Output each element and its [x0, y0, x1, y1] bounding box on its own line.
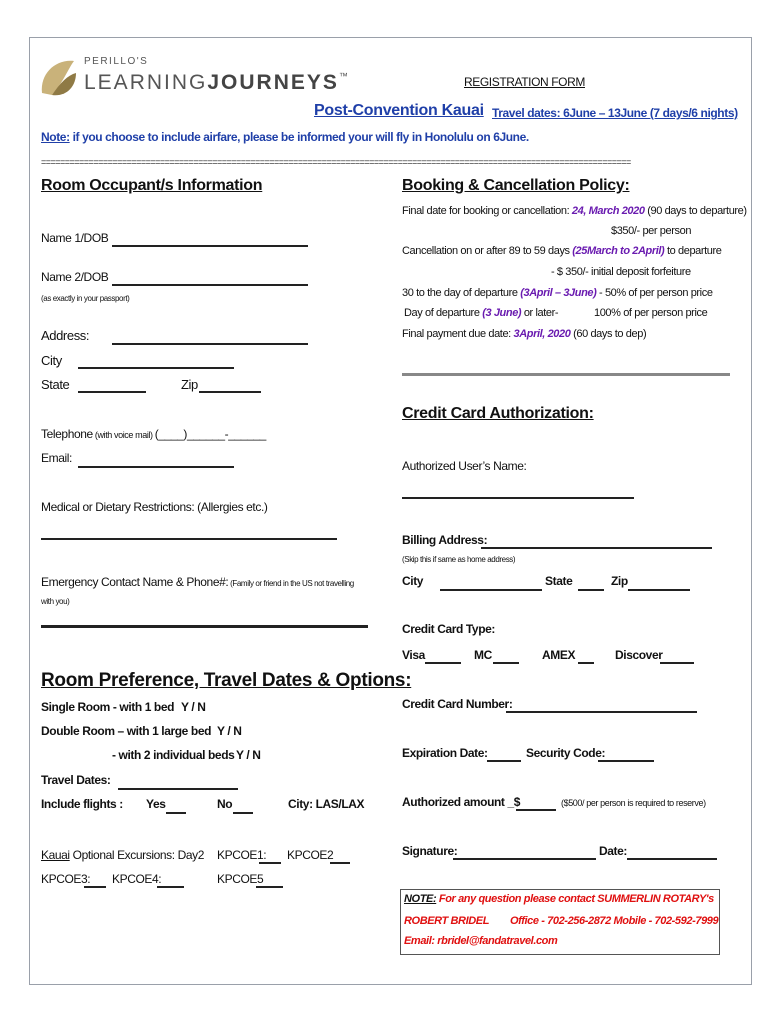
billing-field[interactable]: [481, 547, 712, 549]
logo-mark-icon: [38, 55, 78, 99]
travel-dates-field[interactable]: [118, 788, 238, 790]
kpcoe3-field[interactable]: [84, 886, 106, 888]
address-label: Address:: [41, 328, 90, 343]
travel-dates: Travel dates: 6June – 13June (7 days/6 nights): [492, 106, 738, 120]
auth-amount-field[interactable]: [516, 809, 556, 811]
signature-label: Signature:: [402, 844, 458, 858]
kpcoe3-label: KPCOE3:: [41, 872, 91, 886]
single-room-label: Single Room - with 1 bed: [41, 700, 175, 714]
telephone-note: (with voice mail): [92, 430, 155, 440]
mc-label: MC: [474, 648, 492, 662]
note-label: Note:: [41, 130, 70, 144]
emergency-label: Emergency Contact Name & Phone#:: [41, 575, 229, 589]
thirty-day-policy: [402, 287, 713, 299]
auth-user-label: Authorized User’s Name:: [402, 459, 527, 473]
deposit-forfeiture: - $ 350/- initial deposit forfeiture: [551, 266, 691, 278]
flights-yes-field[interactable]: [166, 812, 186, 814]
date-label: Date:: [599, 844, 628, 858]
single-room-yn[interactable]: Y / N: [181, 700, 206, 714]
final-booking-date: [402, 205, 747, 217]
logo-main-a: LEARNING: [84, 71, 208, 94]
telephone-field[interactable]: (____)______-______: [154, 427, 266, 441]
flights-no-label: No: [217, 797, 233, 811]
dayof-price: 100% of per person price: [594, 307, 708, 319]
contact-name: ROBERT BRIDEL: [404, 915, 490, 927]
name2-field[interactable]: [112, 284, 308, 286]
telephone-label: Telephone: [41, 427, 93, 441]
contact-phones: Office - 702-256-2872 Mobile - 702-592-7999: [510, 915, 719, 927]
mc-field[interactable]: [493, 662, 519, 664]
skip-note: (Skip this if same as home address): [402, 555, 516, 564]
final-date-value: 24, March 2020: [571, 205, 645, 217]
state-label: State: [41, 377, 70, 392]
discover-field[interactable]: [660, 662, 694, 664]
final-pay-value: 3April, 2020: [513, 328, 571, 340]
city-options[interactable]: City: LAS/LAX: [288, 797, 365, 811]
medical-field[interactable]: [41, 538, 337, 540]
passport-note: (as exactly in your passport): [41, 294, 130, 303]
name1-field[interactable]: [112, 245, 308, 247]
auth-amount-note: ($500/ per person is required to reserve): [561, 798, 706, 808]
cc-heading: Credit Card Authorization:: [402, 405, 594, 422]
expiration-field[interactable]: [487, 760, 521, 762]
logo-tm: ™: [338, 71, 350, 81]
cc-city-label: City: [402, 574, 424, 588]
policy-divider: [402, 373, 730, 376]
thirty-price: - 50% of per person price: [596, 287, 713, 299]
emergency-note-2: with you): [41, 597, 70, 606]
kpcoe5-field[interactable]: [256, 886, 283, 888]
excursions-label: Optional Excursions: Day2: [69, 848, 205, 862]
cc-state-label: State: [545, 574, 573, 588]
final-date-note: (90 days to departure): [644, 205, 747, 217]
excursions-kauai: Kauai: [41, 848, 70, 862]
kpcoe1-label: KPCOE1:: [217, 848, 267, 862]
include-flights-label: Include flights :: [41, 797, 123, 811]
auth-user-field[interactable]: [402, 497, 634, 499]
dayof-text: Day of departure: [404, 307, 483, 319]
two-beds-yn[interactable]: Y / N: [236, 748, 261, 762]
city-label: City: [41, 353, 62, 368]
name2-label: Name 2/DOB: [41, 270, 109, 284]
event-title: Post-Convention Kauai: [314, 102, 484, 119]
address-field[interactable]: [112, 343, 308, 345]
email-label: Email:: [41, 451, 72, 465]
cc-type-label: Credit Card Type:: [402, 622, 495, 636]
logo-main-b: JOURNEYS: [207, 71, 339, 94]
double-room-label: Double Room – with 1 large bed: [41, 724, 212, 738]
final-date-text: Final date for booking or cancellation:: [402, 205, 572, 217]
policy-heading: Booking & Cancellation Policy:: [402, 177, 630, 194]
zip-label: Zip: [181, 377, 198, 392]
emergency-field[interactable]: [41, 625, 368, 628]
logo-small-text: PERILLO'S: [84, 56, 149, 67]
cancel-suffix: to departure: [664, 245, 722, 257]
cancellation-window: [402, 245, 722, 257]
final-pay-text: Final payment due date:: [402, 328, 514, 340]
per-person-price: $350/- per person: [611, 225, 692, 237]
cc-state-field[interactable]: [578, 589, 604, 591]
email-field[interactable]: [78, 466, 234, 468]
dayof-later: or later-: [521, 307, 559, 319]
cc-zip-field[interactable]: [628, 589, 690, 591]
cc-zip-label: Zip: [611, 574, 628, 588]
contact-email[interactable]: Email: rbridel@fandatravel.com: [404, 935, 558, 947]
discover-label: Discover: [615, 648, 663, 662]
zip-field[interactable]: [199, 391, 261, 393]
final-pay-note: (60 days to dep): [570, 328, 647, 340]
billing-label: Billing Address:: [402, 533, 488, 547]
contact-note-label: NOTE:: [404, 893, 437, 905]
flights-yes-label: Yes: [146, 797, 166, 811]
cc-number-field[interactable]: [506, 711, 697, 713]
auth-amount-label: Authorized amount _$: [402, 795, 521, 809]
expiration-label: Expiration Date:: [402, 746, 488, 760]
room-heading: Room Preference, Travel Dates & Options:: [41, 670, 412, 691]
separator-line: ============================================================================================================================: [41, 157, 631, 167]
final-payment-date: [402, 328, 646, 340]
kpcoe4-label: KPCOE4:: [112, 872, 162, 886]
airfare-note: [41, 130, 529, 144]
amex-label: AMEX: [542, 648, 576, 662]
two-beds-label: - with 2 individual beds: [112, 748, 235, 762]
occupant-heading: Room Occupant/s Information: [41, 177, 263, 194]
double-room-yn[interactable]: Y / N: [217, 724, 242, 738]
cc-city-field[interactable]: [440, 589, 542, 591]
flights-no-field[interactable]: [233, 812, 253, 814]
form-title: REGISTRATION FORM: [464, 75, 585, 89]
travel-dates-label: Travel Dates:: [41, 773, 111, 787]
thirty-text: 30 to the day of departure: [402, 287, 521, 299]
kpcoe2-field[interactable]: [330, 862, 350, 864]
visa-label: Visa: [402, 648, 425, 662]
contact-note-line1: For any question please contact SUMMERLIN ROTARY's: [436, 893, 714, 905]
cancel-text: Cancellation on or after 89 to 59 days: [402, 245, 573, 257]
note-text: if you choose to include airfare, please be informed your will fly in Honolulu on 6June.: [69, 130, 529, 144]
visa-field[interactable]: [425, 662, 461, 664]
security-label: Security Code:: [526, 746, 606, 760]
cancel-dates: (25March to 2April): [572, 245, 665, 257]
medical-label: Medical or Dietary Restrictions: (Allergies etc.): [41, 500, 268, 514]
state-field[interactable]: [78, 391, 146, 393]
dayof-date: (3 June): [482, 307, 522, 319]
kpcoe2-label: KPCOE2: [287, 848, 334, 862]
date-field[interactable]: [627, 858, 717, 860]
emergency-note: (Family or friend in the US not travelling: [228, 579, 354, 588]
kpcoe1-field[interactable]: [259, 862, 281, 864]
amex-field[interactable]: [578, 662, 594, 664]
day-of-policy: [404, 307, 558, 319]
kpcoe4-field[interactable]: [157, 886, 184, 888]
thirty-dates: (3April – 3June): [520, 287, 597, 299]
security-field[interactable]: [598, 760, 654, 762]
name1-label: Name 1/DOB: [41, 231, 109, 245]
city-field[interactable]: [78, 367, 234, 369]
cc-number-label: Credit Card Number:: [402, 697, 513, 711]
kpcoe5-label: KPCOE5: [217, 872, 264, 886]
signature-field[interactable]: [453, 858, 596, 860]
